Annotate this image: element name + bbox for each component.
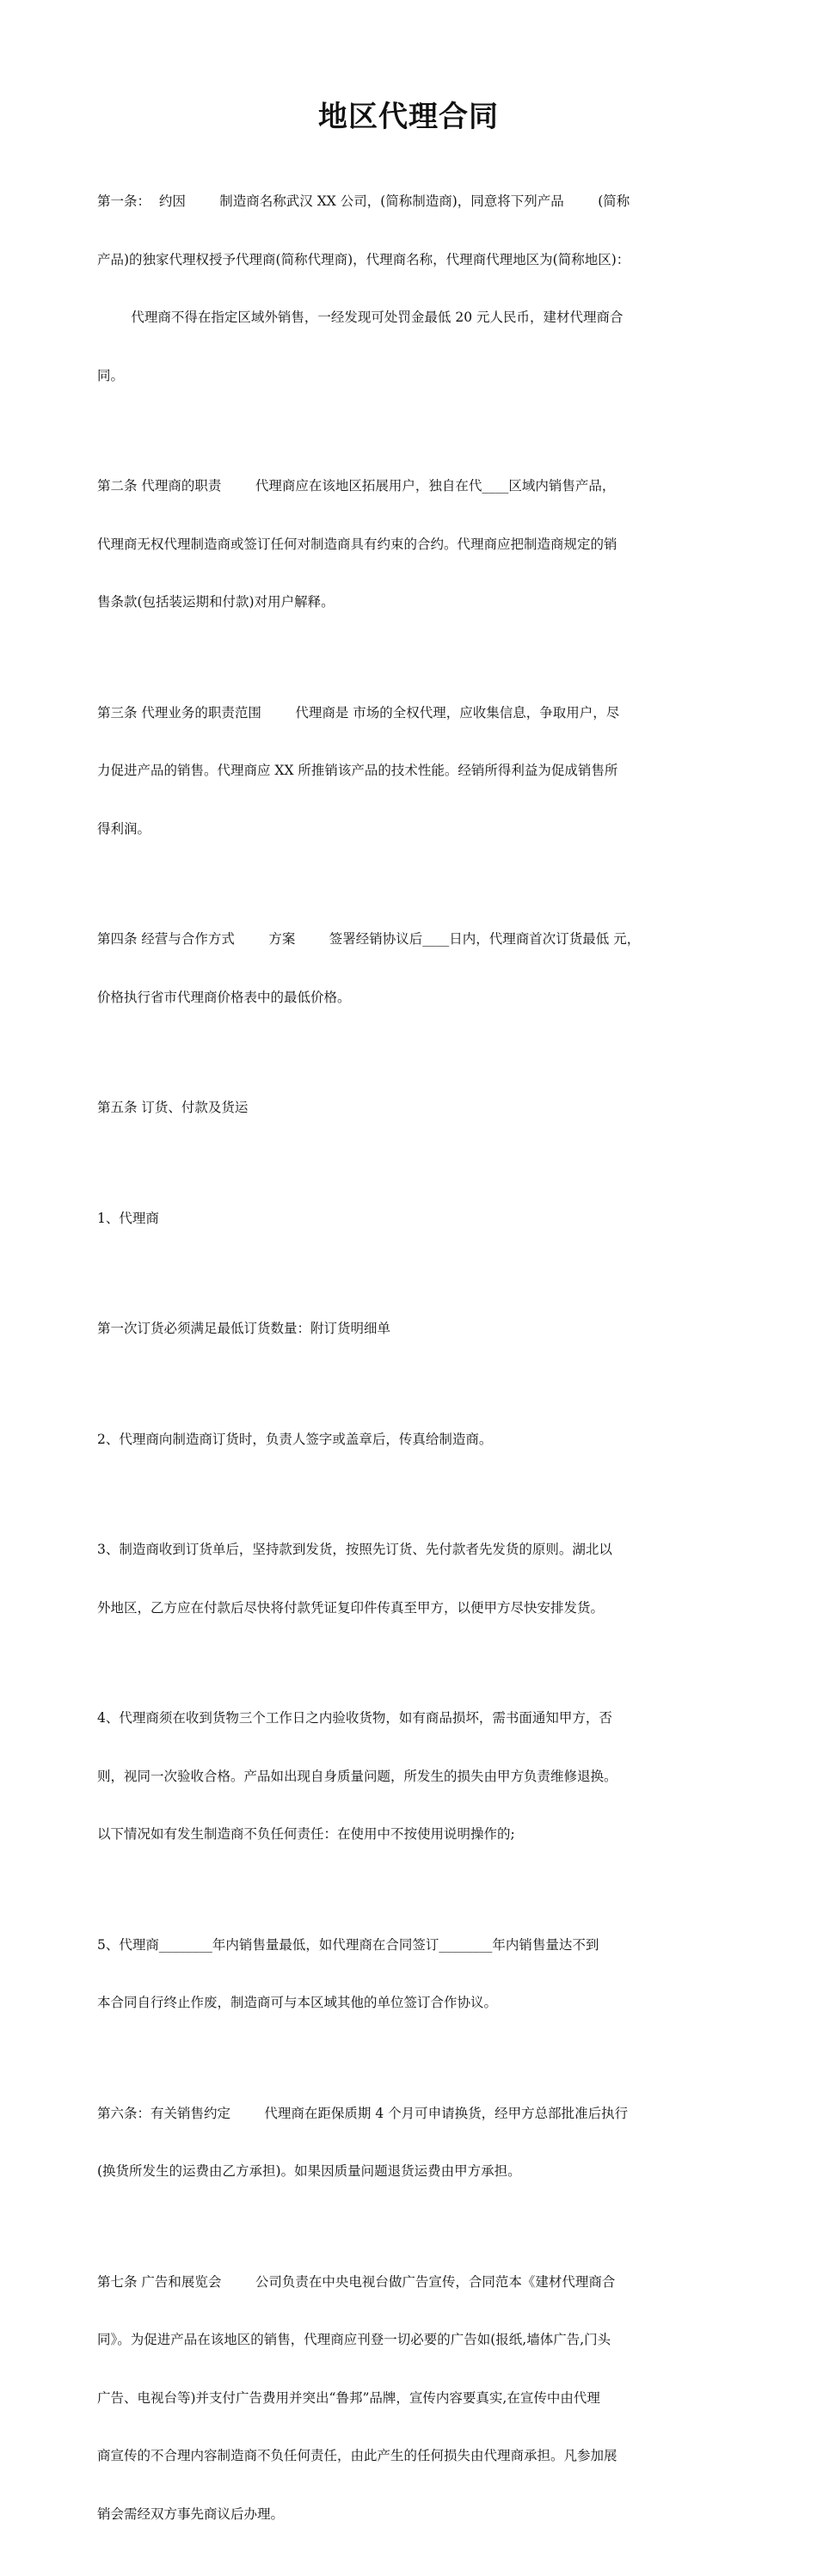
text-line: 力促进产品的销售。代理商应 XX 所推销该产品的技术性能。经销所得利益为促成销售所 xyxy=(97,763,618,778)
text-line: 第三条 代理业务的职责范围 代理商是 市场的全权代理，应收集信息，争取用户，尽 xyxy=(97,704,620,721)
text-line: 销会需经双方事先商议后办理。 xyxy=(97,2505,285,2522)
clause-5-first-order xyxy=(97,1280,725,1377)
text-line: 外地区，乙方应在付款后尽快将付款凭证复印件传真至甲方，以便甲方尽快安排发货。 xyxy=(97,1599,605,1616)
text-line: 第二条 代理商的职责 代理商应在该地区拓展用户，独自在代____区域内销售产品， xyxy=(97,478,616,494)
clause-7 xyxy=(97,2234,725,2563)
text-line: 1、代理商 xyxy=(97,1210,159,1226)
text-line: 则，视同一次验收合格。产品如出现自身质量问题，所发生的损失由甲方负责维修退换。 xyxy=(97,1768,617,1784)
clause-5-item-1 xyxy=(97,1170,725,1267)
clause-6 xyxy=(97,2065,725,2220)
document-title: 地区代理合同 xyxy=(318,100,499,134)
clause-5-heading xyxy=(97,1059,725,1156)
text-line: 第四条 经营与合作方式 方案 签署经销协议后____日内，代理商首次订货最低 元， xyxy=(97,931,641,947)
text-line: 4、代理商须在收到货物三个工作日之内验收货物，如有商品损坏，需书面通知甲方，否 xyxy=(97,1710,612,1726)
clause-4 xyxy=(97,891,725,1046)
text-line: 售条款(包括装运期和付款)对用户解释。 xyxy=(97,594,335,610)
text-line: 代理商无权代理制造商或签订任何对制造商具有约束的合约。代理商应把制造商规定的销 xyxy=(97,536,617,552)
text-line: 同。 xyxy=(97,367,125,383)
text-line: 第一次订货必须满足最低订货数量：附订货明细单 xyxy=(97,1321,391,1336)
text-line: 第一条： 约因 制造商名称武汉 XX 公司，(简称制造商)，同意将下列产品 (简称 xyxy=(97,193,630,209)
document-body xyxy=(97,153,725,2576)
text-line: 以下情况如有发生制造商不负任何责任：在使用中不按使用说明操作的; xyxy=(97,1826,515,1842)
text-line: (换货所发生的运费由乙方承担)。如果因质量问题退货运费由甲方承担。 xyxy=(97,2163,521,2179)
text-line: 本合同自行终止作废，制造商可与本区域其他的单位签订合作协议。 xyxy=(97,1995,498,2010)
clause-3 xyxy=(97,665,725,878)
text-line: 代理商不得在指定区域外销售，一经发现可处罚金最低 20 元人民币，建材代理商合 xyxy=(97,310,624,325)
text-line: 价格执行省市代理商价格表中的最低价格。 xyxy=(97,989,351,1005)
text-line: 同》。为促进产品在该地区的销售，代理商应刊登一切必要的广告如(报纸,墙体广告,门头 xyxy=(97,2332,611,2347)
text-line: 第六条：有关销售约定 代理商在距保质期 4 个月可申请换货，经甲方总部批准后执行 xyxy=(97,2105,629,2121)
text-line: 3、制造商收到订货单后，坚持款到发货，按照先订货、先付款者先发货的原则。湖北以 xyxy=(97,1542,612,1557)
text-line: 得利润。 xyxy=(97,820,151,837)
text-line: 商宣传的不合理内容制造商不负任何责任，由此产生的任何损失由代理商承担。凡参加展 xyxy=(97,2448,617,2463)
text-line: 2、代理商向制造商订货时，负责人签字或盖章后，传真给制造商。 xyxy=(97,1431,493,1447)
clause-5-item-3 xyxy=(97,1501,725,1656)
text-line: 产品)的独家代理权授予代理商(简称代理商)，代理商名称，代理商代理地区为(简称地区)： xyxy=(97,251,630,267)
text-line: 第七条 广告和展览会 公司负责在中央电视台做广告宣传，合同范本《建材代理商合 xyxy=(97,2273,616,2290)
text-line: 第五条 订货、付款及货运 xyxy=(97,1100,249,1115)
text-line: 广告、电视台等)并支付广告费用并突出“鲁邦”品牌，宣传内容要真实,在宣传中由代理 xyxy=(97,2389,600,2406)
clause-1 xyxy=(97,153,725,424)
clause-5-item-4 xyxy=(97,1670,725,1883)
text-line: 5、代理商________年内销售量最低，如代理商在合同签订________年内销售量达不到 xyxy=(97,1936,599,1953)
clause-2 xyxy=(97,438,725,651)
clause-5-item-5 xyxy=(97,1897,725,2052)
clause-5-item-2 xyxy=(97,1391,725,1488)
